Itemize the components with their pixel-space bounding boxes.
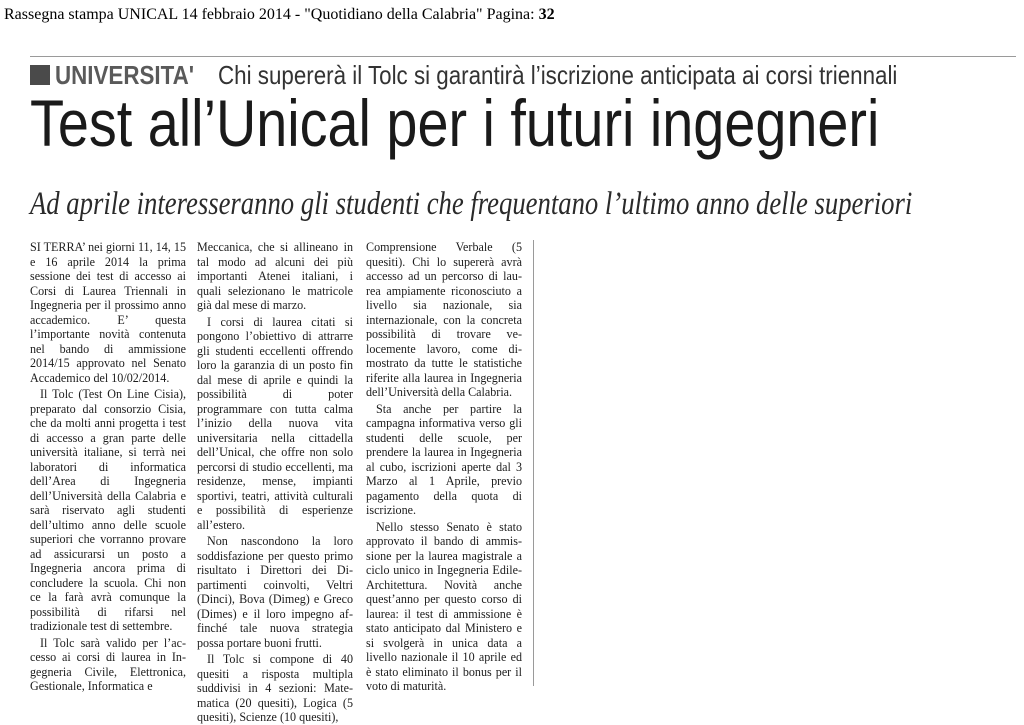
- article-column-3: [366, 240, 522, 694]
- paragraph: Meccanica, che si allineano in tal modo ad alcuni dei più importanti Atenei italiani, i quali selezionano le matricole già dal mese di marzo.: [197, 240, 353, 312]
- header-separator: -: [290, 6, 305, 23]
- paragraph: Non nascondono la loro soddisfazione per questo primo risultato i Direttori dei Dipartimenti coinvolti, Veltri (Dinci), Bova (Dimeg) e Greco (Dimes) e il loro impegno affinché tale nuova strategia possa portare buoni frutti.: [197, 534, 353, 650]
- column-divider: [533, 240, 534, 686]
- paragraph: Comprensione Verbale (5 quesiti). Chi lo supererà avrà accesso ad un percorso di laurea ampiamente riconosciuto a livello sia nazionale, sia internazionale, con la concreta possibilità di trovare velocemente lavoro, come dimostrato da tutte le statistiche riferite alla laurea in Ingegneria dell’Università della Calabria.: [366, 240, 522, 399]
- header-prefix: Rassegna stampa UNICAL 14 febbraio 2014: [4, 6, 291, 23]
- paragraph: I corsi di laurea citati si pongono l’obiettivo di attrarre gli studenti eccellenti offrendo loro la garanzia di un posto fin dal mese di aprile e quindi la possibilità di poter programmare con tutta calma l’inizio della nuova vita universitaria nella cittadella dell’Unical, che offre non solo percorsi di studio eccellenti, ma residenze, mense, impianti sportivi, teatri, attività culturali e possibilità di esperienze all’estero.: [197, 314, 353, 532]
- article-column-1: [30, 240, 186, 694]
- paragraph: Il Tolc (Test On Line Cisia), preparato dal consorzio Cisia, che da molti anni progetta i test di accesso a gran parte delle università italiane, si terrà nei laboratori di informatica dell’Area di Ingegneria dell’Università della Calabria e sarà riservato agli studenti dell’ultimo anno delle scuole superiori che vorranno provare ad assicurarsi un posto a Ingegneria ancora prima di concludere la scuola. Chi non ce la farà avrà comunque la possibilità di rifarsi nel tradizionale test di settembre.: [30, 387, 186, 633]
- paragraph: Il Tolc sarà valido per l’accesso ai corsi di laurea in Ingegneria Civile, Elettronica, Gestionale, Informatica e: [30, 635, 186, 693]
- paragraph: Il Tolc si compone di 40 quesiti a risposta multipla suddivisi in 4 sezioni: Matematica (20 quesiti), Logica (5 quesiti), Scienze (10 quesiti),: [197, 652, 353, 724]
- top-divider: [30, 56, 1016, 57]
- square-bullet-icon: [30, 65, 50, 85]
- header-page-number: 32: [538, 6, 555, 23]
- paragraph: Nello stesso Senato è stato approvato il bando di ammissione per la laurea magistrale a ciclo unico in Ingegneria Edile-Architettura. Novità anche quest’anno per questo corso di laurea: il test di ammissione è stato anticipato dal Ministero e si svolgerà in unica data a livello nazionale il 10 aprile ed è stato eliminato il bonus per il voto di maturità.: [366, 519, 522, 693]
- paragraph: SI TERRA’ nei giorni 11, 14, 15 e 16 aprile 2014 la prima sessione dei test di accesso ai Corsi di Laurea Triennali in Ingegneria per il prossimo anno accademico. E’ questa l’importante novità contenuta nel bando di ammissione 2014/15 approvato nel Senato Accademico del 10/02/2014.: [30, 240, 186, 385]
- clipping-header: [4, 6, 1016, 24]
- article-column-2: [197, 240, 353, 725]
- kicker-label: UNIVERSITA': [55, 59, 195, 90]
- headline: Test all’Unical per i futuri ingegneri: [30, 86, 880, 160]
- paragraph: Sta anche per partire la campagna informativa verso gli studenti delle scuole, per prendere la laurea in Ingegneria al cubo, iscrizioni aperte dal 3 Marzo al 1 Aprile, previo pagamento della quota di iscrizione.: [366, 401, 522, 517]
- kicker-text: Chi supererà il Tolc si garantirà l’iscrizione anticipata ai corsi triennali: [218, 59, 898, 90]
- subheadline: Ad aprile interesseranno gli studenti che frequentano l’ultimo anno delle superiori: [30, 186, 913, 222]
- header-source: "Quotidiano della Calabria" Pagina:: [304, 6, 539, 23]
